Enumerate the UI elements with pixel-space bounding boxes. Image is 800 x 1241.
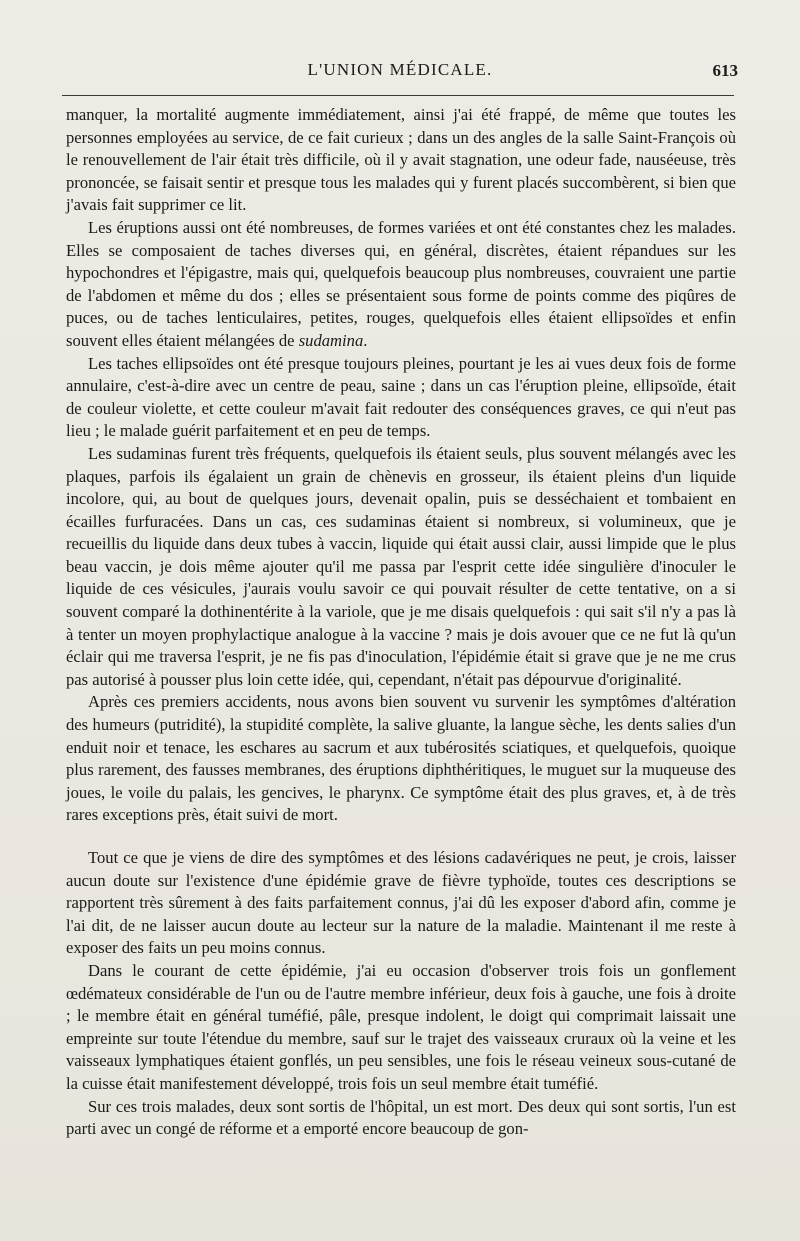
paragraph: Les taches ellipsoïdes ont été presque toujours pleines, pourtant je les ai vues deux fois de forme annulaire, c'est-à-dire avec un centre de peau, saine ; dans un cas l'éruption pleine, ellipsoïde, était de couleur violette, et cette couleur m'avait fait redouter des conséquences graves, ce qui n'eut pas lieu ; le malade guérit parfaitement et en peu de temps.	[66, 353, 736, 441]
paragraph: Les sudaminas furent très fréquents, quelquefois ils étaient seuls, plus souvent mélangés avec les plaques, parfois ils égalaient un grain de chènevis en grosseur, ils étaient pleins d'un liquide incolore, qui, au bout de quelques jours, devenait opalin, puis se desséchaient et tombaient en écailles furfuracées. Dans un cas, ces sudaminas étaient si nombreux, si volumineux, que je recueillis du liquide dans deux tubes à vaccin, liquide qui était aussi clair, aussi limpide que le plus beau vaccin, je dois même ajouter qu'il me passa par l'esprit cette idée singulière d'inoculer le liquide de ces vésicules, j'aurais voulu savoir ce qui pouvait résulter de cette tentative, on a si souvent comparé la dothinentérite à la variole, que je me disais quelquefois : qui sait s'il n'y a pas là à tenter un moyen prophylactique analogue à la vaccine ? mais je dois avouer que ce ne fut là qu'un éclair qui me traversa l'esprit, je ne fis pas d'inoculation, l'épidémie était si grave que je ne me crus pas autorisé à pousser plus loin cette idée, qui, cependant, n'était pas dépourvue d'originalité.	[66, 443, 736, 689]
running-title: L'UNION MÉDICALE.	[307, 60, 493, 79]
page-number: 613	[712, 61, 738, 80]
paragraph: Sur ces trois malades, deux sont sortis de l'hôpital, un est mort. Des deux qui sont sortis, l'un est parti avec un congé de réforme et a emporté encore beaucoup de gon-	[66, 1096, 736, 1139]
italic-term-suffix: .	[363, 330, 368, 350]
body-text	[66, 104, 736, 1141]
italic-term: sudamina	[298, 330, 364, 350]
paragraph	[66, 217, 736, 353]
paragraph: Tout ce que je viens de dire des symptômes et des lésions cadavériques ne peut, je crois, laisser aucun doute sur l'existence d'une épidémie grave de fièvre typhoïde, toutes ces descriptions se rapportent très sûrement à des faits parfaitement connus, j'ai dû les exposer d'abord afin, comme je l'ai dit, de ne laisser aucun doute au lecteur sur la nature de la maladie. Maintenant il me reste à exposer des faits un peu moins connus.	[66, 848, 736, 958]
paragraph: Après ces premiers accidents, nous avons bien souvent vu survenir les symptômes d'altération des humeurs (putridité), la stupidité complète, la salive gluante, la langue sèche, les dents salies d'un enduit noir et tenace, les eschares au sacrum et aux tubérosités sciatiques, et quelquefois, quoique plus rarement, des fausses membranes, des éruptions diphthéritiques, le muguet sur la muqueuse des joues, le voile du palais, les gencives, le pharynx. Ce symptôme était des plus graves, et, à de très rares exceptions près, était suivi de mort.	[66, 692, 736, 825]
paragraph-text: Les éruptions aussi ont été nombreuses, de formes variées et ont été constantes chez les malades. Elles se composaient de taches diverses qui, en général, discrètes, étaient répandues sur les hypochondres et l'épigastre, mais qui, quelquefois beaucoup plus nombreuses, couvraient une partie de l'abdomen et même du dos ; elles se présentaient sous forme de points comme des piqûres de puces, ou de taches lenticulaires, petites, rouges, quelquefois elles étaient ellipsoïdes et enfin souvent elles étaient mélangées de	[66, 217, 736, 350]
paragraph: Dans le courant de cette épidémie, j'ai eu occasion d'observer trois fois un gonflement œdémateux considérable de l'un ou de l'autre membre inférieur, deux fois à gauche, une fois à droite ; le membre était en général tuméfié, pâle, presque indolent, le doigt qui comprimait laissait une empreinte sur toute l'étendue du membre, sauf sur le trajet des vaisseaux cruraux où la veine et les vaisseaux lymphatiques étaient gonflés, un peu sensibles, une fois le réseau veineux sous-cutané de la cuisse était manifestement développé, trois fois un seul membre était tuméfié.	[66, 960, 736, 1093]
header-rule	[62, 95, 734, 96]
page-header	[62, 60, 738, 90]
paragraph: manquer, la mortalité augmente immédiatement, ainsi j'ai été frappé, de même que toutes les personnes employées au service, de ce fait curieux ; dans un des angles de la salle Saint-François où le renouvellement de l'air était très difficile, où il y avait stagnation, une odeur fade, nauséeuse, très prononcée, se faisait sentir et presque tous les malades qui y furent placés succombèrent, si bien que j'avais fait supprimer ce lit.	[66, 105, 736, 215]
